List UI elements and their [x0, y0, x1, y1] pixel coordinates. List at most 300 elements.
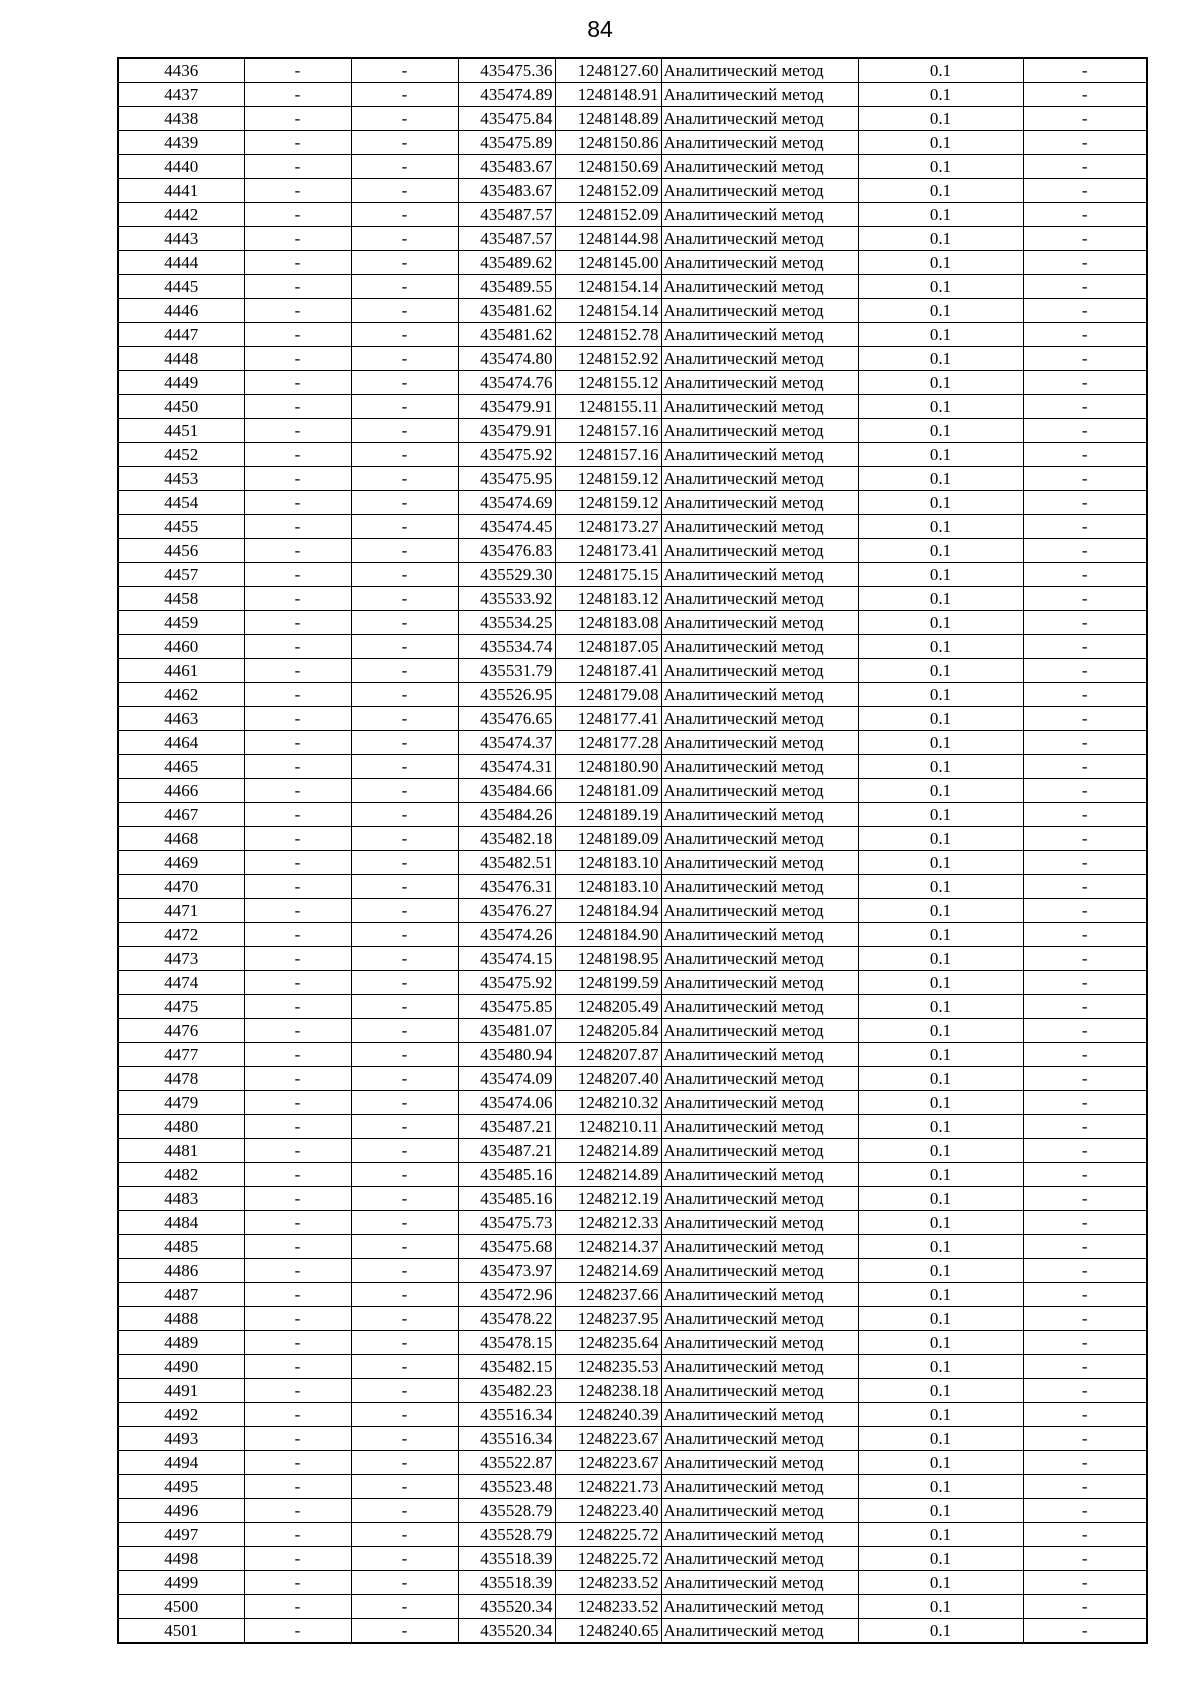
table-row: [118, 731, 1147, 755]
table-row: [118, 1283, 1147, 1307]
empty-value-cell: -: [351, 1163, 458, 1187]
y-coordinate-cell: 1248223.67: [555, 1427, 661, 1451]
y-coordinate-cell: 1248183.08: [555, 611, 661, 635]
empty-value-cell: -: [351, 1499, 458, 1523]
point-number-cell: 4486: [118, 1259, 244, 1283]
y-coordinate-cell: 1248175.15: [555, 563, 661, 587]
empty-value-cell: -: [351, 635, 458, 659]
table-row: [118, 1187, 1147, 1211]
y-coordinate-cell: 1248198.95: [555, 947, 661, 971]
empty-value-cell: -: [244, 971, 351, 995]
empty-value-cell: -: [244, 275, 351, 299]
method-cell: Аналитический метод: [661, 779, 858, 803]
y-coordinate-cell: 1248207.87: [555, 1043, 661, 1067]
point-number-cell: 4497: [118, 1523, 244, 1547]
method-cell: Аналитический метод: [661, 923, 858, 947]
point-number-cell: 4476: [118, 1019, 244, 1043]
table-row: [118, 1211, 1147, 1235]
empty-value-cell: -: [1023, 1187, 1147, 1211]
empty-value-cell: -: [244, 467, 351, 491]
method-cell: Аналитический метод: [661, 1115, 858, 1139]
method-cell: Аналитический метод: [661, 707, 858, 731]
point-number-cell: 4470: [118, 875, 244, 899]
point-number-cell: 4499: [118, 1571, 244, 1595]
accuracy-cell: 0.1: [858, 251, 1023, 275]
empty-value-cell: -: [351, 563, 458, 587]
accuracy-cell: 0.1: [858, 827, 1023, 851]
empty-value-cell: -: [351, 659, 458, 683]
accuracy-cell: 0.1: [858, 299, 1023, 323]
empty-value-cell: -: [1023, 539, 1147, 563]
x-coordinate-cell: 435526.95: [458, 683, 555, 707]
empty-value-cell: -: [351, 419, 458, 443]
point-number-cell: 4480: [118, 1115, 244, 1139]
accuracy-cell: 0.1: [858, 1427, 1023, 1451]
x-coordinate-cell: 435520.34: [458, 1619, 555, 1644]
table-row: [118, 515, 1147, 539]
method-cell: Аналитический метод: [661, 251, 858, 275]
x-coordinate-cell: 435474.31: [458, 755, 555, 779]
point-number-cell: 4459: [118, 611, 244, 635]
table-row: [118, 923, 1147, 947]
accuracy-cell: 0.1: [858, 1475, 1023, 1499]
accuracy-cell: 0.1: [858, 1211, 1023, 1235]
accuracy-cell: 0.1: [858, 659, 1023, 683]
y-coordinate-cell: 1248181.09: [555, 779, 661, 803]
y-coordinate-cell: 1248177.41: [555, 707, 661, 731]
empty-value-cell: -: [351, 1091, 458, 1115]
table-row: [118, 1499, 1147, 1523]
x-coordinate-cell: 435528.79: [458, 1499, 555, 1523]
empty-value-cell: -: [1023, 515, 1147, 539]
x-coordinate-cell: 435482.51: [458, 851, 555, 875]
empty-value-cell: -: [244, 659, 351, 683]
empty-value-cell: -: [1023, 179, 1147, 203]
empty-value-cell: -: [351, 1067, 458, 1091]
table-row: [118, 563, 1147, 587]
empty-value-cell: -: [244, 1163, 351, 1187]
table-row: [118, 1379, 1147, 1403]
y-coordinate-cell: 1248214.89: [555, 1163, 661, 1187]
accuracy-cell: 0.1: [858, 491, 1023, 515]
empty-value-cell: -: [1023, 1571, 1147, 1595]
table-row: [118, 1043, 1147, 1067]
empty-value-cell: -: [351, 1427, 458, 1451]
x-coordinate-cell: 435475.68: [458, 1235, 555, 1259]
empty-value-cell: -: [244, 1403, 351, 1427]
point-number-cell: 4462: [118, 683, 244, 707]
y-coordinate-cell: 1248145.00: [555, 251, 661, 275]
accuracy-cell: 0.1: [858, 443, 1023, 467]
x-coordinate-cell: 435476.65: [458, 707, 555, 731]
empty-value-cell: -: [1023, 347, 1147, 371]
accuracy-cell: 0.1: [858, 683, 1023, 707]
y-coordinate-cell: 1248155.12: [555, 371, 661, 395]
empty-value-cell: -: [244, 875, 351, 899]
empty-value-cell: -: [244, 491, 351, 515]
empty-value-cell: -: [244, 395, 351, 419]
point-number-cell: 4441: [118, 179, 244, 203]
method-cell: Аналитический метод: [661, 899, 858, 923]
empty-value-cell: -: [1023, 899, 1147, 923]
y-coordinate-cell: 1248189.19: [555, 803, 661, 827]
method-cell: Аналитический метод: [661, 467, 858, 491]
empty-value-cell: -: [1023, 1307, 1147, 1331]
method-cell: Аналитический метод: [661, 731, 858, 755]
empty-value-cell: -: [1023, 323, 1147, 347]
method-cell: Аналитический метод: [661, 58, 858, 83]
empty-value-cell: -: [351, 275, 458, 299]
y-coordinate-cell: 1248150.86: [555, 131, 661, 155]
y-coordinate-cell: 1248223.67: [555, 1451, 661, 1475]
point-number-cell: 4473: [118, 947, 244, 971]
table-row: [118, 611, 1147, 635]
x-coordinate-cell: 435487.21: [458, 1115, 555, 1139]
empty-value-cell: -: [244, 1355, 351, 1379]
empty-value-cell: -: [1023, 563, 1147, 587]
empty-value-cell: -: [351, 1571, 458, 1595]
table-row: [118, 803, 1147, 827]
method-cell: Аналитический метод: [661, 323, 858, 347]
accuracy-cell: 0.1: [858, 539, 1023, 563]
x-coordinate-cell: 435516.34: [458, 1427, 555, 1451]
empty-value-cell: -: [244, 347, 351, 371]
coordinates-table-body: [118, 58, 1147, 1643]
method-cell: Аналитический метод: [661, 275, 858, 299]
empty-value-cell: -: [1023, 443, 1147, 467]
method-cell: Аналитический метод: [661, 1595, 858, 1619]
point-number-cell: 4475: [118, 995, 244, 1019]
point-number-cell: 4450: [118, 395, 244, 419]
table-row: [118, 539, 1147, 563]
point-number-cell: 4479: [118, 1091, 244, 1115]
method-cell: Аналитический метод: [661, 1163, 858, 1187]
accuracy-cell: 0.1: [858, 611, 1023, 635]
empty-value-cell: -: [1023, 1475, 1147, 1499]
accuracy-cell: 0.1: [858, 1307, 1023, 1331]
accuracy-cell: 0.1: [858, 58, 1023, 83]
accuracy-cell: 0.1: [858, 899, 1023, 923]
empty-value-cell: -: [1023, 731, 1147, 755]
method-cell: Аналитический метод: [661, 659, 858, 683]
empty-value-cell: -: [1023, 1427, 1147, 1451]
accuracy-cell: 0.1: [858, 1547, 1023, 1571]
empty-value-cell: -: [1023, 995, 1147, 1019]
accuracy-cell: 0.1: [858, 1091, 1023, 1115]
empty-value-cell: -: [1023, 659, 1147, 683]
empty-value-cell: -: [244, 1571, 351, 1595]
empty-value-cell: -: [244, 1451, 351, 1475]
empty-value-cell: -: [1023, 131, 1147, 155]
x-coordinate-cell: 435475.85: [458, 995, 555, 1019]
x-coordinate-cell: 435480.94: [458, 1043, 555, 1067]
y-coordinate-cell: 1248237.66: [555, 1283, 661, 1307]
point-number-cell: 4456: [118, 539, 244, 563]
y-coordinate-cell: 1248223.40: [555, 1499, 661, 1523]
empty-value-cell: -: [1023, 1115, 1147, 1139]
x-coordinate-cell: 435485.16: [458, 1163, 555, 1187]
x-coordinate-cell: 435473.97: [458, 1259, 555, 1283]
table-row: [118, 875, 1147, 899]
point-number-cell: 4440: [118, 155, 244, 179]
empty-value-cell: -: [351, 1523, 458, 1547]
accuracy-cell: 0.1: [858, 563, 1023, 587]
empty-value-cell: -: [351, 947, 458, 971]
y-coordinate-cell: 1248157.16: [555, 443, 661, 467]
method-cell: Аналитический метод: [661, 1259, 858, 1283]
empty-value-cell: -: [351, 251, 458, 275]
point-number-cell: 4477: [118, 1043, 244, 1067]
empty-value-cell: -: [244, 563, 351, 587]
y-coordinate-cell: 1248173.27: [555, 515, 661, 539]
empty-value-cell: -: [351, 539, 458, 563]
method-cell: Аналитический метод: [661, 683, 858, 707]
method-cell: Аналитический метод: [661, 131, 858, 155]
method-cell: Аналитический метод: [661, 611, 858, 635]
coordinates-table: [117, 57, 1148, 1644]
empty-value-cell: -: [351, 827, 458, 851]
x-coordinate-cell: 435476.83: [458, 539, 555, 563]
point-number-cell: 4446: [118, 299, 244, 323]
accuracy-cell: 0.1: [858, 995, 1023, 1019]
method-cell: Аналитический метод: [661, 1475, 858, 1499]
empty-value-cell: -: [351, 227, 458, 251]
table-row: [118, 827, 1147, 851]
x-coordinate-cell: 435482.18: [458, 827, 555, 851]
empty-value-cell: -: [351, 923, 458, 947]
x-coordinate-cell: 435472.96: [458, 1283, 555, 1307]
table-row: [118, 323, 1147, 347]
x-coordinate-cell: 435534.74: [458, 635, 555, 659]
empty-value-cell: -: [244, 1475, 351, 1499]
method-cell: Аналитический метод: [661, 203, 858, 227]
method-cell: Аналитический метод: [661, 1139, 858, 1163]
y-coordinate-cell: 1248235.53: [555, 1355, 661, 1379]
y-coordinate-cell: 1248148.91: [555, 83, 661, 107]
accuracy-cell: 0.1: [858, 515, 1023, 539]
method-cell: Аналитический метод: [661, 299, 858, 323]
point-number-cell: 4437: [118, 83, 244, 107]
point-number-cell: 4481: [118, 1139, 244, 1163]
empty-value-cell: -: [1023, 587, 1147, 611]
empty-value-cell: -: [244, 1115, 351, 1139]
x-coordinate-cell: 435474.15: [458, 947, 555, 971]
table-row: [118, 1403, 1147, 1427]
empty-value-cell: -: [351, 731, 458, 755]
table-row: [118, 707, 1147, 731]
x-coordinate-cell: 435478.22: [458, 1307, 555, 1331]
y-coordinate-cell: 1248221.73: [555, 1475, 661, 1499]
accuracy-cell: 0.1: [858, 395, 1023, 419]
y-coordinate-cell: 1248214.37: [555, 1235, 661, 1259]
table-row: [118, 851, 1147, 875]
empty-value-cell: -: [351, 1187, 458, 1211]
point-number-cell: 4442: [118, 203, 244, 227]
table-row: [118, 1475, 1147, 1499]
y-coordinate-cell: 1248225.72: [555, 1523, 661, 1547]
point-number-cell: 4472: [118, 923, 244, 947]
empty-value-cell: -: [244, 587, 351, 611]
empty-value-cell: -: [244, 1019, 351, 1043]
point-number-cell: 4436: [118, 58, 244, 83]
y-coordinate-cell: 1248154.14: [555, 275, 661, 299]
y-coordinate-cell: 1248179.08: [555, 683, 661, 707]
empty-value-cell: -: [1023, 611, 1147, 635]
method-cell: Аналитический метод: [661, 1067, 858, 1091]
empty-value-cell: -: [351, 323, 458, 347]
y-coordinate-cell: 1248183.10: [555, 851, 661, 875]
empty-value-cell: -: [1023, 1403, 1147, 1427]
empty-value-cell: -: [1023, 827, 1147, 851]
table-row: [118, 971, 1147, 995]
empty-value-cell: -: [244, 995, 351, 1019]
empty-value-cell: -: [1023, 1523, 1147, 1547]
table-row: [118, 659, 1147, 683]
x-coordinate-cell: 435483.67: [458, 179, 555, 203]
x-coordinate-cell: 435475.92: [458, 971, 555, 995]
point-number-cell: 4493: [118, 1427, 244, 1451]
empty-value-cell: -: [244, 443, 351, 467]
method-cell: Аналитический метод: [661, 827, 858, 851]
empty-value-cell: -: [244, 155, 351, 179]
page-number: 84: [587, 16, 613, 42]
method-cell: Аналитический метод: [661, 443, 858, 467]
x-coordinate-cell: 435489.55: [458, 275, 555, 299]
x-coordinate-cell: 435523.48: [458, 1475, 555, 1499]
empty-value-cell: -: [244, 1283, 351, 1307]
empty-value-cell: -: [1023, 395, 1147, 419]
method-cell: Аналитический метод: [661, 1403, 858, 1427]
x-coordinate-cell: 435482.23: [458, 1379, 555, 1403]
point-number-cell: 4447: [118, 323, 244, 347]
empty-value-cell: -: [351, 1379, 458, 1403]
y-coordinate-cell: 1248183.12: [555, 587, 661, 611]
empty-value-cell: -: [244, 203, 351, 227]
table-row: [118, 251, 1147, 275]
method-cell: Аналитический метод: [661, 947, 858, 971]
empty-value-cell: -: [1023, 58, 1147, 83]
x-coordinate-cell: 435474.69: [458, 491, 555, 515]
table-row: [118, 1355, 1147, 1379]
point-number-cell: 4460: [118, 635, 244, 659]
accuracy-cell: 0.1: [858, 1595, 1023, 1619]
empty-value-cell: -: [1023, 83, 1147, 107]
empty-value-cell: -: [1023, 155, 1147, 179]
accuracy-cell: 0.1: [858, 1403, 1023, 1427]
empty-value-cell: -: [244, 1235, 351, 1259]
point-number-cell: 4466: [118, 779, 244, 803]
point-number-cell: 4438: [118, 107, 244, 131]
point-number-cell: 4484: [118, 1211, 244, 1235]
point-number-cell: 4451: [118, 419, 244, 443]
empty-value-cell: -: [244, 299, 351, 323]
method-cell: Аналитический метод: [661, 1523, 858, 1547]
empty-value-cell: -: [351, 395, 458, 419]
empty-value-cell: -: [244, 1091, 351, 1115]
table-row: [118, 131, 1147, 155]
method-cell: Аналитический метод: [661, 539, 858, 563]
x-coordinate-cell: 435479.91: [458, 395, 555, 419]
empty-value-cell: -: [1023, 419, 1147, 443]
empty-value-cell: -: [351, 995, 458, 1019]
x-coordinate-cell: 435487.57: [458, 203, 555, 227]
accuracy-cell: 0.1: [858, 851, 1023, 875]
empty-value-cell: -: [1023, 683, 1147, 707]
empty-value-cell: -: [244, 1331, 351, 1355]
empty-value-cell: -: [351, 299, 458, 323]
point-number-cell: 4448: [118, 347, 244, 371]
empty-value-cell: -: [1023, 803, 1147, 827]
y-coordinate-cell: 1248159.12: [555, 491, 661, 515]
y-coordinate-cell: 1248237.95: [555, 1307, 661, 1331]
accuracy-cell: 0.1: [858, 923, 1023, 947]
empty-value-cell: -: [1023, 203, 1147, 227]
accuracy-cell: 0.1: [858, 1187, 1023, 1211]
empty-value-cell: -: [1023, 299, 1147, 323]
x-coordinate-cell: 435475.92: [458, 443, 555, 467]
x-coordinate-cell: 435474.06: [458, 1091, 555, 1115]
method-cell: Аналитический метод: [661, 1499, 858, 1523]
y-coordinate-cell: 1248238.18: [555, 1379, 661, 1403]
empty-value-cell: -: [351, 611, 458, 635]
method-cell: Аналитический метод: [661, 971, 858, 995]
empty-value-cell: -: [244, 1307, 351, 1331]
empty-value-cell: -: [244, 923, 351, 947]
y-coordinate-cell: 1248148.89: [555, 107, 661, 131]
table-row: [118, 755, 1147, 779]
method-cell: Аналитический метод: [661, 851, 858, 875]
empty-value-cell: -: [1023, 1595, 1147, 1619]
empty-value-cell: -: [244, 1259, 351, 1283]
empty-value-cell: -: [1023, 107, 1147, 131]
y-coordinate-cell: 1248189.09: [555, 827, 661, 851]
method-cell: Аналитический метод: [661, 347, 858, 371]
empty-value-cell: -: [351, 971, 458, 995]
point-number-cell: 4463: [118, 707, 244, 731]
empty-value-cell: -: [351, 1595, 458, 1619]
y-coordinate-cell: 1248187.05: [555, 635, 661, 659]
accuracy-cell: 0.1: [858, 731, 1023, 755]
point-number-cell: 4445: [118, 275, 244, 299]
empty-value-cell: -: [244, 1523, 351, 1547]
empty-value-cell: -: [1023, 1259, 1147, 1283]
point-number-cell: 4439: [118, 131, 244, 155]
table-row: [118, 347, 1147, 371]
y-coordinate-cell: 1248127.60: [555, 58, 661, 83]
method-cell: Аналитический метод: [661, 1451, 858, 1475]
empty-value-cell: -: [1023, 875, 1147, 899]
method-cell: Аналитический метод: [661, 1619, 858, 1644]
method-cell: Аналитический метод: [661, 179, 858, 203]
accuracy-cell: 0.1: [858, 1571, 1023, 1595]
empty-value-cell: -: [351, 803, 458, 827]
x-coordinate-cell: 435518.39: [458, 1547, 555, 1571]
empty-value-cell: -: [1023, 851, 1147, 875]
method-cell: Аналитический метод: [661, 995, 858, 1019]
accuracy-cell: 0.1: [858, 1115, 1023, 1139]
empty-value-cell: -: [351, 899, 458, 923]
y-coordinate-cell: 1248212.19: [555, 1187, 661, 1211]
table-row: [118, 635, 1147, 659]
empty-value-cell: -: [1023, 1499, 1147, 1523]
point-number-cell: 4474: [118, 971, 244, 995]
empty-value-cell: -: [351, 707, 458, 731]
table-row: [118, 899, 1147, 923]
empty-value-cell: -: [244, 683, 351, 707]
empty-value-cell: -: [244, 227, 351, 251]
empty-value-cell: -: [351, 1403, 458, 1427]
x-coordinate-cell: 435476.27: [458, 899, 555, 923]
